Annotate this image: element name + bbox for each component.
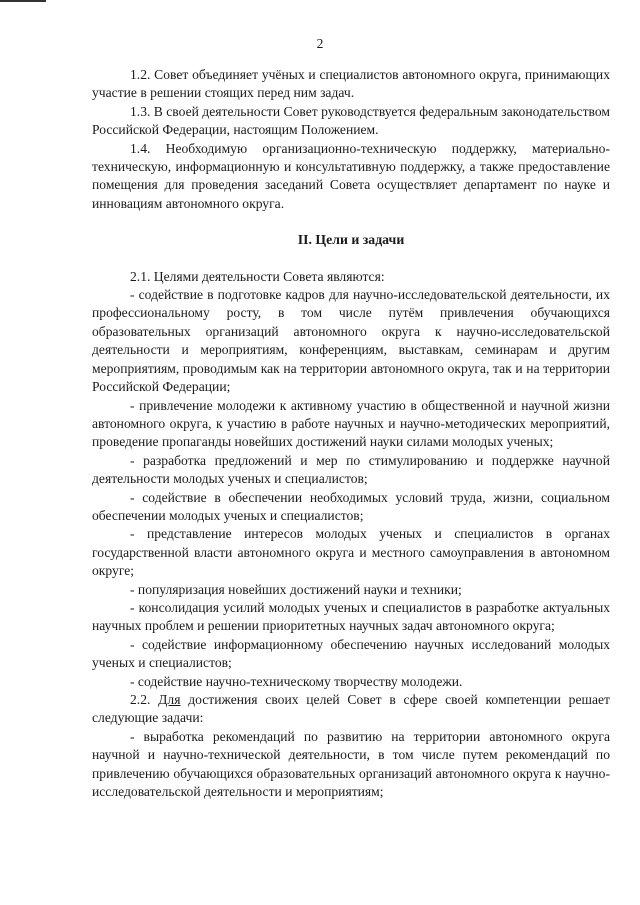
- corner-mark: [0, 0, 46, 2]
- document-body: [92, 66, 610, 801]
- goal-item: - привлечение молодежи к активному участию в общественной и научной жизни автономного округа, к участию в работе научных и научно-методических мероприятий, проведение пропаганды новейших достижений науки силами молодых ученых;: [92, 397, 610, 450]
- page-number: 2: [316, 36, 324, 51]
- goal-item: - консолидация усилий молодых ученых и специалистов в разработке актуальных научных проблем и решении приоритетных научных задач автономного округа;: [92, 599, 610, 634]
- tasks-intro: [92, 691, 610, 728]
- section-2-title: II. Цели и задачи: [297, 232, 405, 248]
- tasks-intro-prefix: 2.2.: [130, 692, 159, 707]
- goal-item: - разработка предложений и мер по стимулированию и поддержке научной деятельности молодых ученых и специалистов;: [92, 452, 610, 487]
- goals-intro: 2.1. Целями деятельности Совета являются:: [130, 268, 385, 284]
- paragraph-1-2: 1.2. Совет объединяет учёных и специалистов автономного округа, принимающих участие в решении стоящих перед ним задач.: [92, 67, 610, 101]
- task-item: - выработка рекомендаций по развитию на территории автономного округа научной и научно-технической деятельности, в том числе путем рекомендаций по привлечению обучающихся образовательных организаций автономного округа к научно-исследовательской деятельности и мероприятиям;: [92, 728, 610, 800]
- tasks-intro-underlined: Для: [158, 692, 181, 707]
- goal-item: - содействие научно-техническому творчеству молодежи.: [130, 673, 463, 689]
- paragraph-1-3: 1.3. В своей деятельности Совет руководствуется федеральным законодательством Российской Федерации, настоящим Положением.: [92, 103, 610, 138]
- goal-item: - содействие в обеспечении необходимых условий труда, жизни, социальном обеспечении молодых ученых и специалистов;: [92, 489, 610, 523]
- paragraph-1-4: 1.4. Необходимую организационно-техническую поддержку, материально-техническую, информационную и консультативную поддержку, а также предоставление помещения для проведения заседаний Совета осуществляет департамент по науке и инновациям автономного округа.: [92, 140, 610, 211]
- goal-item: - популяризация новейших достижений науки и техники;: [130, 581, 462, 597]
- goal-item: - содействие информационному обеспечению научных исследований молодых ученых и специалистов;: [92, 636, 610, 671]
- tasks-intro-rest: достижения своих целей Совет в сфере своей компетенции решает следующие задачи:: [92, 692, 610, 726]
- goal-item: - содействие в подготовке кадров для научно-исследовательской деятельности, их профессиональному росту, в том числе путём привлечения обучающихся образовательных организаций автономного округа к научно-исследовательской деятельности и мероприятиям, конференциям, выставкам, семинарам и другим мероприятиям, проводимым как на территории автономного округа, так и на территории Российской Федерации;: [92, 287, 610, 395]
- goal-item: - представление интересов молодых ученых и специалистов в органах государственной власти автономного округа и местного самоуправления в автономном округе;: [92, 526, 610, 579]
